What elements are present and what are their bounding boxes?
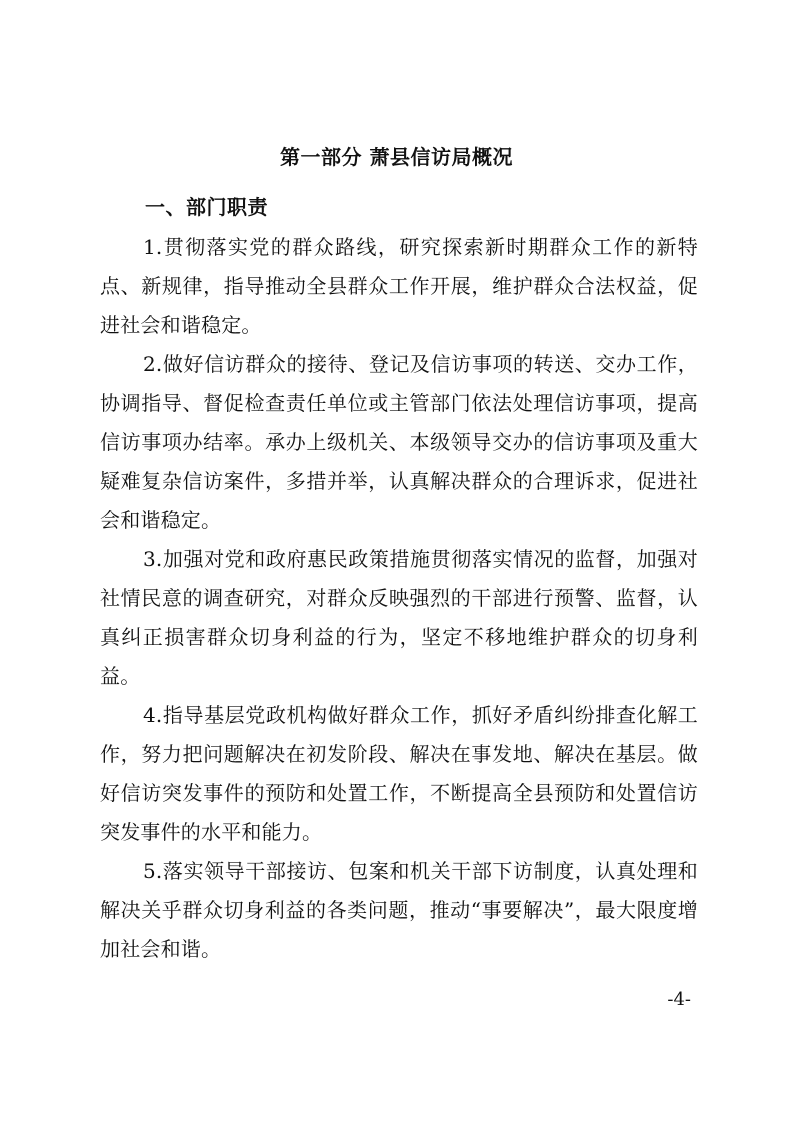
- paragraph-duty-4: 4.指导基层党政机构做好群众工作，抓好矛盾纠纷排查化解工作，努力把问题解决在初发阶段、解决在事发地、解决在基层。做好信访突发事件的预防和处置工作，不断提高全县预防和处置信访突发事件的水平和能力。: [100, 703, 698, 844]
- page-title: 第一部分 萧县信访局概况: [280, 145, 513, 169]
- section-heading: 一、部门职责: [145, 195, 268, 219]
- paragraph-duty-3: 3.加强对党和政府惠民政策措施贯彻落实情况的监督，加强对社情民意的调查研究，对群众反映强烈的干部进行预警、监督，认真纠正损害群众切身利益的行为，坚定不移地维护群众的切身利益。: [100, 547, 698, 688]
- paragraph-duty-5: 5.落实领导干部接访、包案和机关干部下访制度，认真处理和解决关乎群众切身利益的各类问题，推动“事要解决”，最大限度增加社会和谐。: [100, 859, 698, 961]
- paragraph-duty-1: 1.贯彻落实党的群众路线，研究探索新时期群众工作的新特点、新规律，指导推动全县群众工作开展，维护群众合法权益，促进社会和谐稳定。: [100, 235, 698, 337]
- body-text: [100, 228, 698, 969]
- page-number: -4-: [667, 989, 691, 1010]
- paragraph-duty-2: 2.做好信访群众的接待、登记及信访事项的转送、交办工作，协调指导、督促检查责任单位或主管部门依法处理信访事项，提高信访事项办结率。承办上级机关、本级领导交办的信访事项及重大疑难复杂信访案件，多措并举，认真解决群众的合理诉求，促进社会和谐稳定。: [100, 352, 698, 532]
